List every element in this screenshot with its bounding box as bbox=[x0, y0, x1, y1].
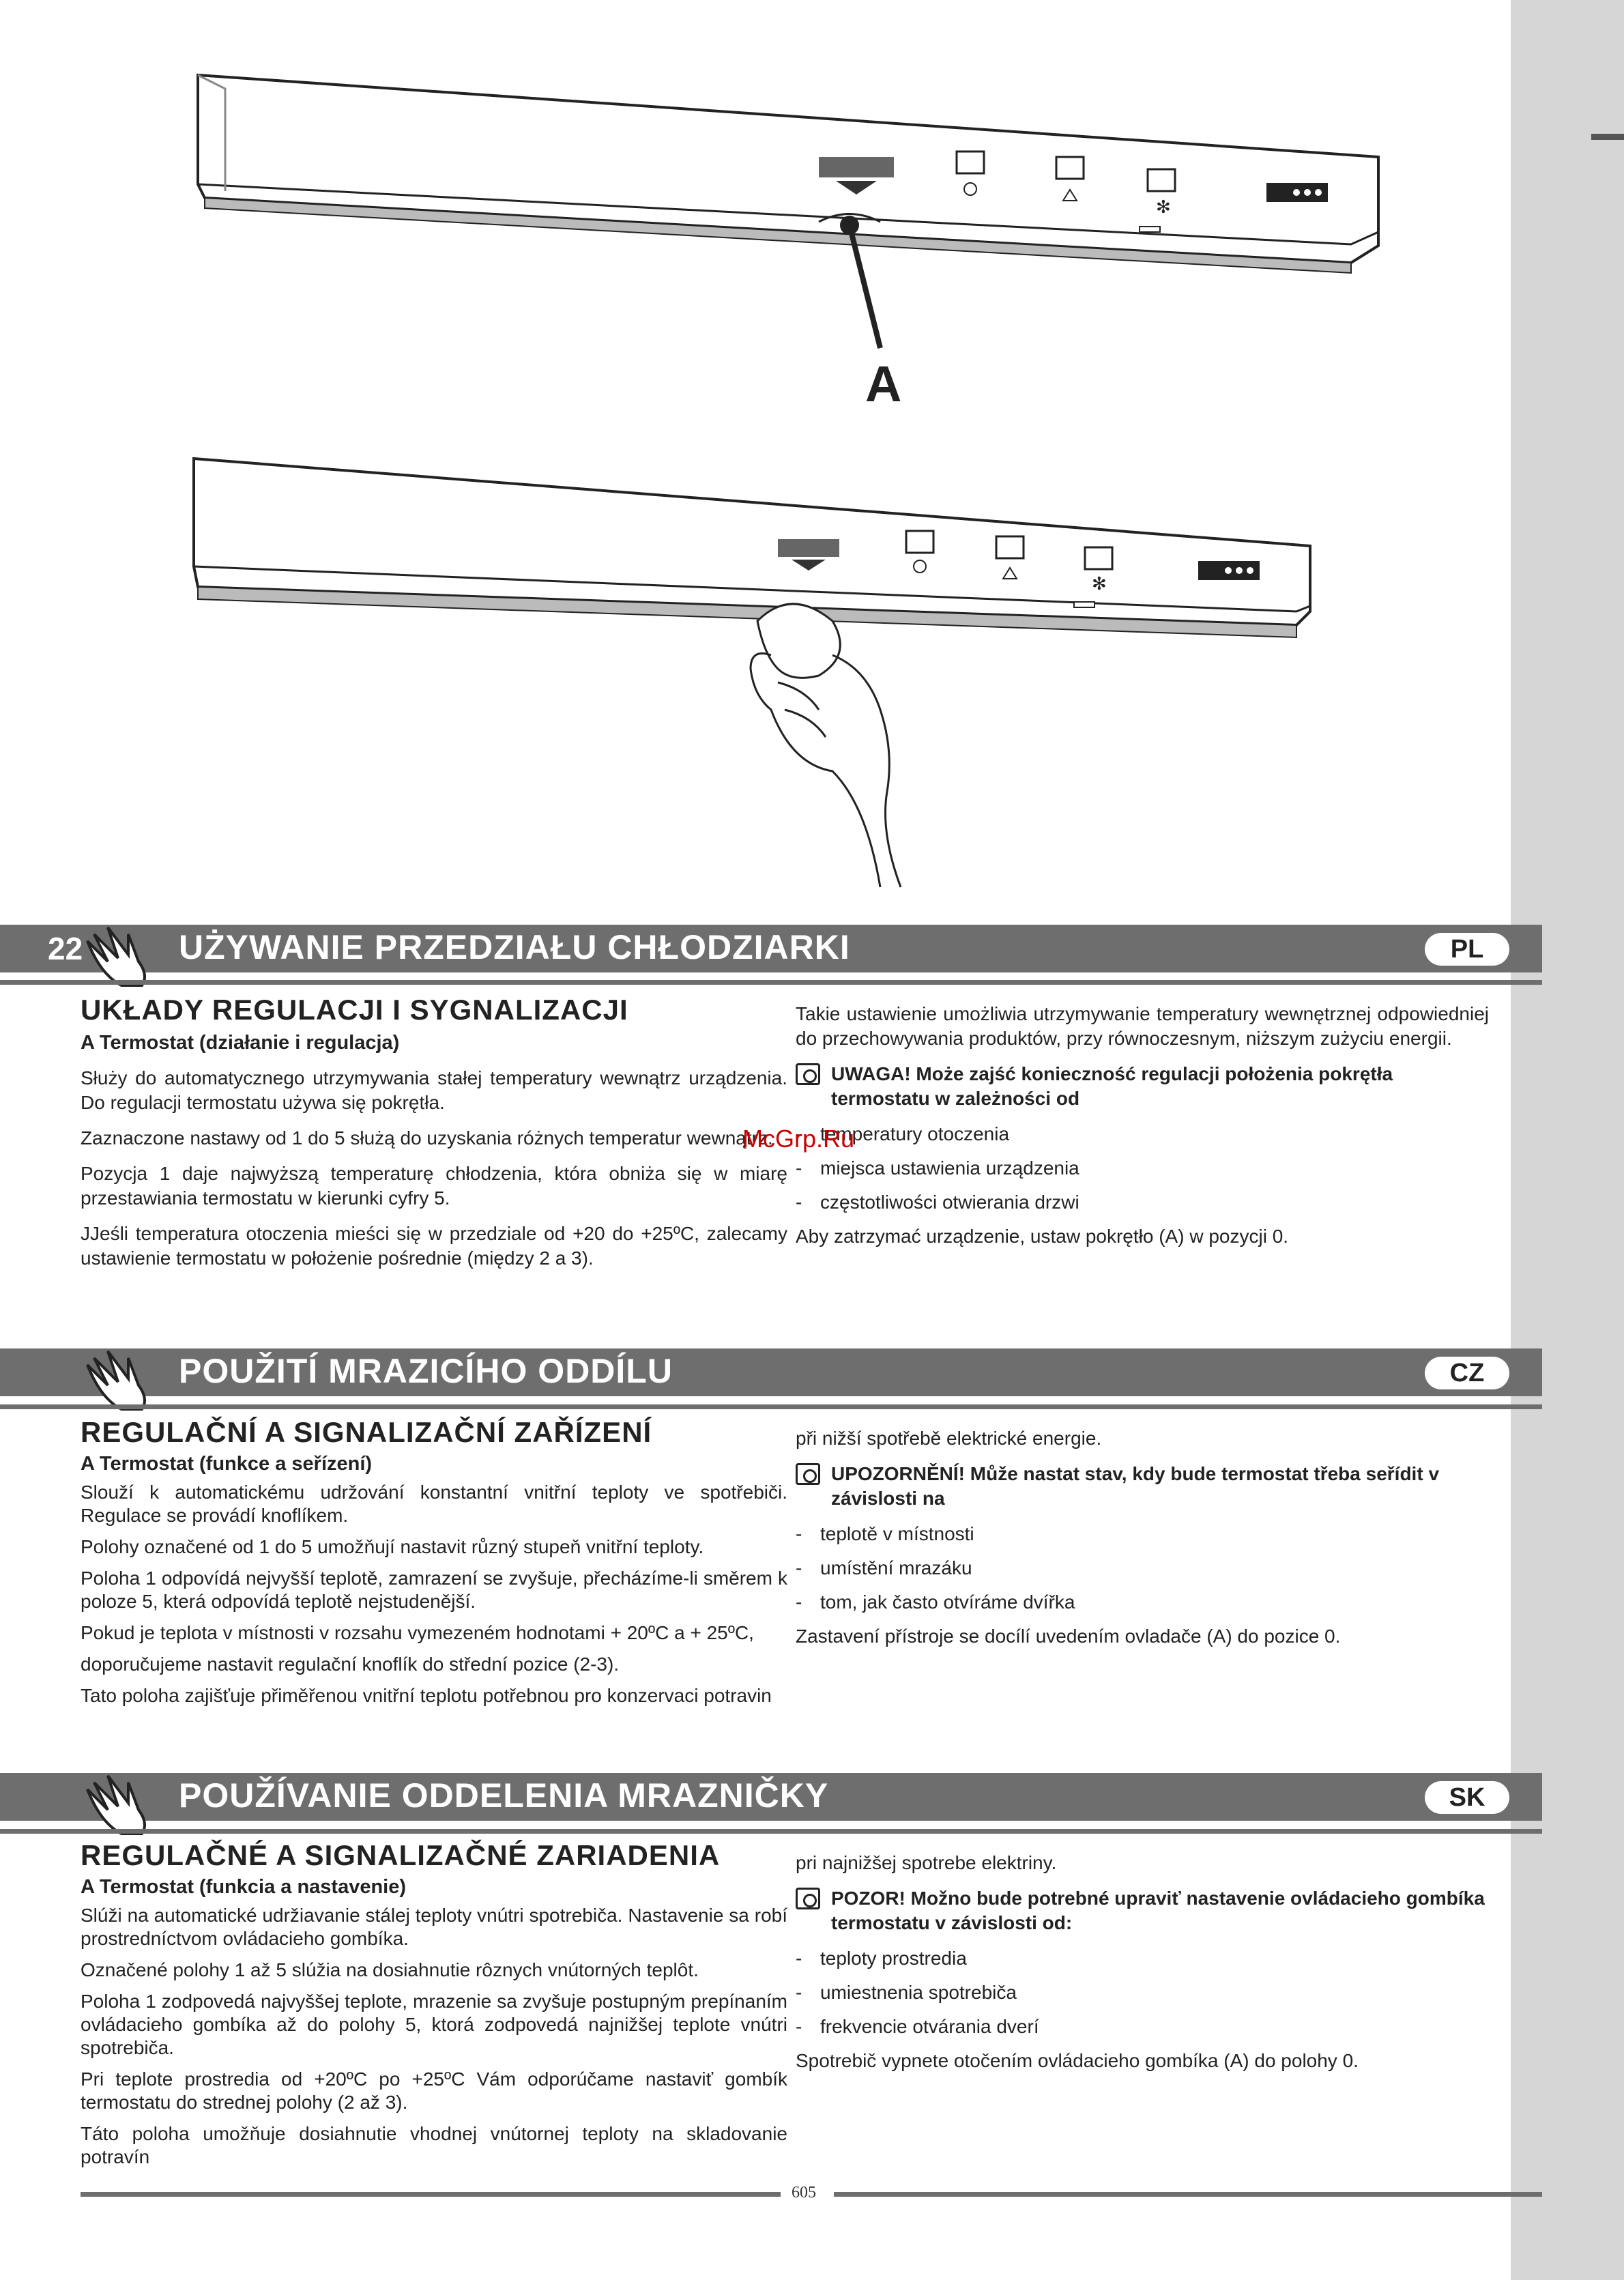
section-banner-sk bbox=[0, 1773, 1542, 1821]
watermark: McGrp.Ru bbox=[742, 1125, 855, 1153]
list-item: - teplotě v místnosti bbox=[796, 1522, 1489, 1546]
paragraph: Takie ustawienie umożliwia utrzymywanie temperatury wewnętrznej odpowiedniej do przechowywania produktów, przy równoczesnym, niższym zużyciu energii. bbox=[796, 1003, 1489, 1049]
section-banner-cz bbox=[0, 1348, 1542, 1396]
language-badge: PL bbox=[1425, 933, 1509, 966]
list-item: - tom, jak často otvíráme dvířka bbox=[796, 1590, 1489, 1615]
section-heading: REGULAČNÉ A SIGNALIZAČNÉ ZARIADENIA bbox=[81, 1839, 721, 1871]
section-banner-pl bbox=[0, 925, 1542, 972]
hand-icon bbox=[81, 921, 162, 989]
paragraph: Poloha 1 zodpovedá najvyššej teplote, mrazenie sa zvyšuje postupným prepínaním ovládacieho gombíka až do polohy 5, ktorá zodpovedá najnižšej teplote vnútri spotrebiča. bbox=[81, 1991, 787, 2058]
section-title: POUŽÍVANIE ODDELENIA MRAZNIČKY bbox=[179, 1776, 829, 1815]
paragraph: Polohy označené od 1 do 5 umožňují nastavit různý stupeň vnitřní teploty. bbox=[81, 1536, 704, 1557]
footer-page-number: 605 bbox=[792, 2184, 816, 2202]
paragraph: pri najnižšej spotrebe elektriny. bbox=[796, 1852, 1057, 1873]
pl-right-column bbox=[796, 1002, 1489, 1260]
section-subheading: A Termostat (funkcia a nastavenie) bbox=[81, 1876, 407, 1898]
paragraph: doporučujeme nastavit regulační knoflík do střední pozice (2-3). bbox=[81, 1654, 620, 1675]
margin-tick bbox=[1591, 134, 1624, 140]
warning-text: UWAGA! Może zajść konieczność regulacji położenia pokrętła termostatu w zależności od bbox=[831, 1063, 1393, 1109]
callout-a: A bbox=[865, 356, 902, 412]
condition-list bbox=[796, 1946, 1489, 2039]
paragraph: Pozycja 1 daje najwyższą temperaturę chłodzenia, która obniża się w miarę przestawiania termostatu w kierunki cyfry 5. bbox=[81, 1163, 787, 1209]
paragraph: Zastavení přístroje se docílí uvedením ovladače (A) do pozice 0. bbox=[796, 1626, 1341, 1647]
warning-icon bbox=[796, 1063, 820, 1085]
language-badge: CZ bbox=[1425, 1357, 1509, 1389]
cz-right-column bbox=[796, 1426, 1489, 1660]
list-item: - miejsca ustawienia urządzenia bbox=[796, 1156, 1489, 1181]
footer-rule-right bbox=[834, 2192, 1542, 2197]
paragraph: Pri teplote prostredia od +20ºC po +25ºC Vám odporúčame nastaviť gombík termostatu do strednej polohy (2 až 3). bbox=[81, 2068, 787, 2113]
paragraph: Poloha 1 odpovídá nejvyšší teplotě, zamrazení se zvyšuje, přecházíme-li směrem k poloze 5, která odpovídá teplotě nejstudenější. bbox=[81, 1568, 787, 1612]
warning-text: UPOZORNĚNÍ! Může nastat stav, kdy bude termostat třeba seřídit v závislosti na bbox=[831, 1463, 1440, 1509]
condition-list bbox=[796, 1122, 1489, 1215]
section-divider bbox=[0, 1404, 1542, 1409]
footer-rule-left bbox=[81, 2192, 781, 2197]
paragraph: JJeśli temperatura otoczenia mieści się w przedziale od +20 do +25ºC, zalecamy ustawienie termostatu w położenie pośrednie (między 2 a 3). bbox=[81, 1223, 787, 1269]
section-divider bbox=[0, 1829, 1542, 1834]
paragraph: Táto poloha umožňuje dosiahnutie vhodnej vnútornej teploty na skladovanie potravín bbox=[81, 2123, 787, 2167]
paragraph: při nižší spotřebě elektrické energie. bbox=[796, 1428, 1102, 1449]
paragraph: Označené polohy 1 až 5 slúžia na dosiahnutie rôznych vnútorných teplôt. bbox=[81, 1959, 699, 1980]
control-panel-illustration-1 bbox=[177, 61, 1406, 416]
paragraph: Zaznaczone nastawy od 1 do 5 służą do uzyskania różnych temperatur wewnątrz. bbox=[81, 1127, 773, 1149]
section-title: UŻYWANIE PRZEDZIAŁU CHŁODZIARKI bbox=[179, 928, 850, 966]
list-item: - umiestnenia spotrebiča bbox=[796, 1980, 1489, 2005]
svg-text:✻: ✻ bbox=[1156, 197, 1171, 218]
right-margin-strip bbox=[1511, 0, 1624, 2280]
paragraph: Pokud je teplota v místnosti v rozsahu vymezeném hodnotami + 20ºC a + 25ºC, bbox=[81, 1622, 754, 1643]
cz-left-column bbox=[81, 1416, 787, 1716]
hand-icon bbox=[81, 1344, 162, 1413]
hand-icon bbox=[81, 1769, 162, 1837]
section-subheading: A Termostat (działanie i regulacja) bbox=[81, 1032, 400, 1054]
section-heading: REGULAČNÍ A SIGNALIZAČNÍ ZAŘÍZENÍ bbox=[81, 1416, 652, 1448]
paragraph: Aby zatrzymać urządzenie, ustaw pokrętło (A) w pozycji 0. bbox=[796, 1226, 1289, 1247]
paragraph: Tato poloha zajišťuje přiměřenou vnitřní teplotu potřebnou pro konzervaci potravin bbox=[81, 1685, 772, 1706]
paragraph: Slúži na automatické udržiavanie stálej teploty vnútri spotrebiča. Nastavenie sa robí prostredníctvom ovládacieho gombíka. bbox=[81, 1905, 787, 1949]
warning-icon bbox=[796, 1888, 820, 1909]
warning-note bbox=[796, 1886, 1489, 1935]
warning-note bbox=[796, 1062, 1489, 1111]
list-item: - frekvencie otvárania dverí bbox=[796, 2015, 1489, 2039]
list-item: - teploty prostredia bbox=[796, 1946, 1489, 1971]
warning-text: POZOR! Možno bude potrebné upraviť nastavenie ovládacieho gombíka termostatu v závislosti od: bbox=[831, 1888, 1485, 1933]
page-number: 22 bbox=[48, 931, 83, 966]
paragraph: Slouží k automatickému udržování konstantní vnitřní teploty ve spotřebiči. Regulace se provádí knoflíkem. bbox=[81, 1482, 787, 1526]
section-heading: UKŁADY REGULACJI I SYGNALIZACJI bbox=[81, 994, 628, 1026]
language-badge: SK bbox=[1425, 1781, 1509, 1814]
section-subheading: A Termostat (funkce a seřízení) bbox=[81, 1453, 373, 1475]
section-title: POUŽITÍ MRAZICÍHO ODDÍLU bbox=[179, 1352, 673, 1390]
sk-left-column bbox=[81, 1839, 787, 2177]
control-panel-illustration-2 bbox=[177, 450, 1406, 901]
list-item: - temperatury otoczenia bbox=[796, 1122, 1489, 1146]
sk-right-column bbox=[796, 1851, 1489, 2084]
section-divider bbox=[0, 980, 1542, 985]
list-item: - częstotliwości otwierania drzwi bbox=[796, 1190, 1489, 1215]
warning-icon bbox=[796, 1463, 820, 1485]
paragraph: Spotrebič vypnete otočením ovládacieho gombíka (A) do polohy 0. bbox=[796, 2050, 1359, 2071]
list-item: - umístění mrazáku bbox=[796, 1556, 1489, 1581]
condition-list bbox=[796, 1522, 1489, 1615]
paragraph: Służy do automatycznego utrzymywania stałej temperatury wewnątrz urządzenia. Do regulacji termostatu używa się pokrętła. bbox=[81, 1067, 787, 1113]
pl-left-column bbox=[81, 994, 787, 1282]
warning-note bbox=[796, 1462, 1489, 1511]
svg-text:✻: ✻ bbox=[1092, 574, 1107, 594]
